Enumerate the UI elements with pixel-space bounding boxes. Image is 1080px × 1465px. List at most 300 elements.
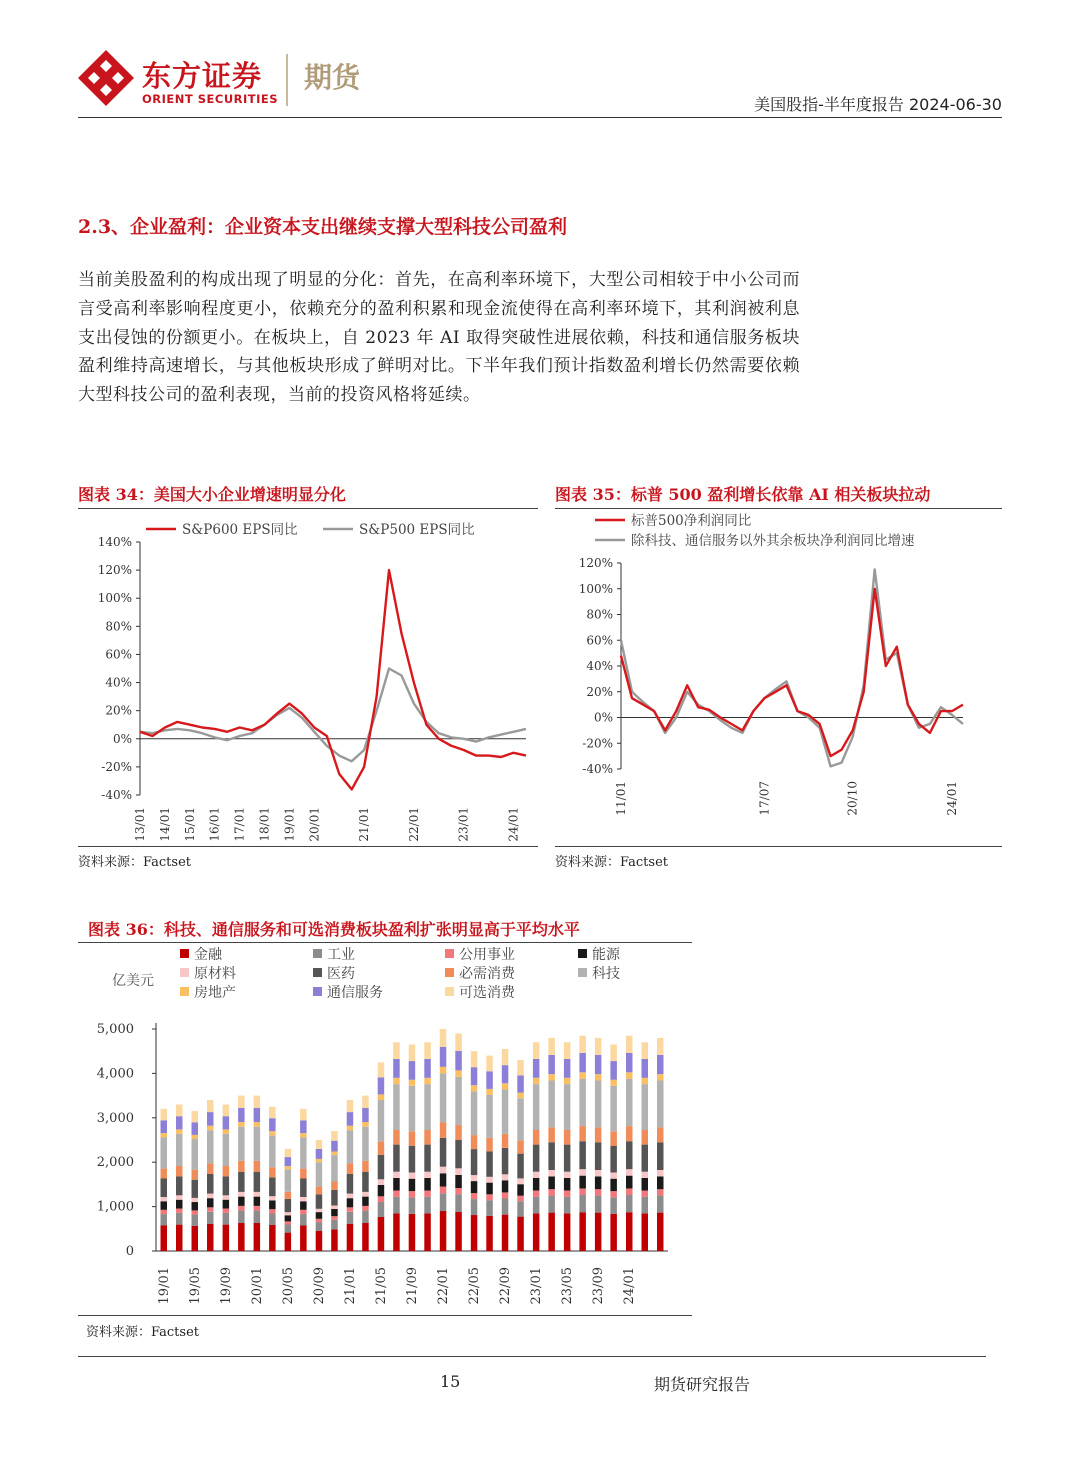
fig36-bar-segment (393, 1130, 400, 1145)
fig36-bar-segment (455, 1188, 462, 1195)
fig36-bar-segment (548, 1127, 555, 1142)
fig36-bar-segment (378, 1062, 385, 1077)
fig36-bar-segment (579, 1036, 586, 1053)
fig36-bar-segment (533, 1078, 540, 1084)
fig36-x-tick-label: 23/01 (529, 1267, 545, 1305)
fig36-bar-segment (331, 1220, 338, 1230)
fig36-bar-segment (362, 1108, 369, 1122)
fig36-bar-segment (657, 1074, 664, 1080)
fig36-y-axis-label: 亿美元 (112, 973, 154, 989)
fig36-bar-segment (300, 1201, 307, 1210)
fig36-bar-segment (626, 1212, 633, 1251)
fig36-bar-segment (207, 1224, 214, 1251)
fig36-bar-segment (626, 1189, 633, 1196)
fig36-bar-segment (610, 1173, 617, 1179)
fig36-bar-segment (642, 1078, 649, 1084)
figure-34-source: 资料来源：Factset (78, 855, 191, 870)
fig36-bar-segment (207, 1130, 214, 1163)
fig36-legend-label: 公用事业 (459, 947, 515, 963)
fig36-bar-segment (486, 1200, 493, 1216)
fig35-x-tick-label: 11/01 (614, 781, 628, 816)
fig36-bar-segment (176, 1225, 183, 1251)
fig36-bar-segment (316, 1212, 323, 1219)
fig35-y-tick-label: 20% (586, 684, 613, 699)
fig36-bar-segment (424, 1059, 431, 1078)
fig36-bar-segment (393, 1172, 400, 1178)
fig36-bar-segment (331, 1155, 338, 1181)
fig36-bar-segment (176, 1200, 183, 1209)
fig36-x-tick-label: 22/05 (467, 1267, 483, 1305)
fig36-bar-segment (564, 1191, 571, 1197)
fig36-bar-segment (254, 1192, 261, 1197)
fig36-bar-segment (409, 1179, 416, 1191)
fig36-bar-segment (300, 1137, 307, 1168)
figure-34-bottom-rule (78, 846, 538, 847)
fig36-bar-segment (393, 1084, 400, 1130)
fig36-bar-segment (285, 1221, 292, 1224)
fig36-legend-label: 金融 (194, 947, 222, 963)
fig36-bar-segment (564, 1078, 571, 1084)
fig36-bar-segment (486, 1138, 493, 1152)
fig36-bar-segment (409, 1197, 416, 1214)
fig36-bar-segment (657, 1176, 664, 1189)
fig36-bar-segment (610, 1045, 617, 1062)
fig36-bar-segment (393, 1213, 400, 1251)
fig36-bar-segment (610, 1146, 617, 1173)
fig36-bar-segment (254, 1211, 261, 1223)
fig34-x-tick-label: 18/01 (257, 807, 272, 842)
fig36-bar-segment (238, 1172, 245, 1192)
fig36-bar-segment (238, 1122, 245, 1127)
fig36-bar-segment (610, 1061, 617, 1080)
fig36-bar-segment (548, 1074, 555, 1080)
fig36-bar-segment (347, 1198, 354, 1207)
fig36-bar-segment (207, 1207, 214, 1212)
fig36-bar-segment (238, 1096, 245, 1108)
fig36-bar-segment (254, 1108, 261, 1122)
fig36-bar-segment (378, 1094, 385, 1100)
fig36-bar-segment (610, 1086, 617, 1131)
fig36-bar-segment (285, 1212, 292, 1215)
fig36-bar-segment (331, 1131, 338, 1141)
fig36-bar-segment (192, 1210, 199, 1214)
fig36-bar-segment (409, 1214, 416, 1251)
fig36-bar-segment (331, 1190, 338, 1206)
orient-diamond-logo-icon (78, 50, 134, 106)
fig36-bar-segment (316, 1140, 323, 1149)
fig36-x-tick-label: 23/09 (591, 1267, 607, 1305)
fig36-bar-segment (657, 1055, 664, 1074)
fig36-bar-segment (331, 1141, 338, 1152)
fig36-bar-segment (223, 1176, 230, 1195)
fig36-bar-segment (642, 1191, 649, 1197)
fig36-bar-segment (316, 1194, 323, 1208)
fig36-bar-segment (502, 1089, 509, 1133)
fig36-bar-segment (223, 1209, 230, 1213)
brand-divider (286, 54, 288, 106)
fig36-bar-segment (440, 1047, 447, 1067)
fig36-bar-segment (548, 1189, 555, 1195)
fig36-legend-swatch (313, 949, 322, 958)
fig36-bar-segment (517, 1098, 524, 1140)
fig36-bar-segment (254, 1096, 261, 1108)
fig35-y-tick-label: 40% (586, 659, 613, 673)
fig36-bar-segment (548, 1055, 555, 1074)
fig36-bar-segment (455, 1212, 462, 1251)
fig36-bar-segment (657, 1196, 664, 1213)
fig36-bar-segment (269, 1107, 276, 1119)
fig36-bar-segment (533, 1178, 540, 1191)
fig36-bar-segment (238, 1192, 245, 1197)
fig36-bar-segment (471, 1085, 478, 1091)
fig36-legend-swatch (180, 987, 189, 996)
fig36-bar-segment (300, 1197, 307, 1201)
fig36-bar-segment (378, 1202, 385, 1217)
fig36-bar-segment (223, 1116, 230, 1129)
fig36-bar-segment (579, 1072, 586, 1079)
fig36-bar-segment (316, 1209, 323, 1212)
figure-34-top-rule (78, 508, 538, 509)
fig36-bar-segment (378, 1217, 385, 1251)
fig36-bar-segment (595, 1170, 602, 1176)
fig36-bar-segment (564, 1197, 571, 1214)
fig36-bar-segment (657, 1142, 664, 1170)
fig36-bar-segment (300, 1214, 307, 1225)
fig36-legend-swatch (445, 987, 454, 996)
fig36-bar-segment (362, 1161, 369, 1172)
fig34-y-tick-label: 60% (105, 647, 132, 662)
fig36-bar-segment (533, 1084, 540, 1130)
fig36-bar-segment (316, 1222, 323, 1231)
fig36-bar-segment (486, 1183, 493, 1195)
fig34-y-tick-label: 100% (97, 591, 132, 606)
fig36-bar-segment (517, 1140, 524, 1153)
fig36-bar-segment (626, 1126, 633, 1141)
figure-35-chart (555, 512, 1002, 847)
fig36-bar-segment (440, 1193, 447, 1211)
fig36-y-tick-label: 1,000 (96, 1199, 134, 1215)
fig36-bar-segment (192, 1202, 199, 1210)
fig36-bar-segment (610, 1191, 617, 1197)
fig36-bar-segment (161, 1179, 168, 1198)
fig34-series-line (140, 570, 526, 789)
fig36-legend-swatch (313, 968, 322, 977)
fig36-bar-segment (285, 1157, 292, 1166)
fig36-bar-segment (564, 1042, 571, 1059)
fig36-bar-segment (347, 1130, 354, 1163)
fig36-bar-segment (285, 1149, 292, 1157)
fig36-bar-segment (254, 1161, 261, 1172)
fig36-bar-segment (502, 1148, 509, 1174)
fig36-bar-segment (517, 1217, 524, 1251)
fig36-bar-segment (548, 1196, 555, 1213)
fig36-bar-segment (161, 1120, 168, 1133)
fig36-bar-segment (207, 1194, 214, 1199)
fig36-bar-segment (610, 1131, 617, 1146)
fig36-x-tick-label: 19/01 (156, 1267, 172, 1305)
fig36-bar-segment (207, 1163, 214, 1174)
fig36-bar-segment (362, 1197, 369, 1206)
fig36-x-tick-label: 20/09 (311, 1267, 327, 1305)
fig36-bar-segment (440, 1187, 447, 1194)
fig36-bar-segment (269, 1196, 276, 1200)
fig36-bar-segment (579, 1053, 586, 1072)
fig34-y-tick-label: 80% (105, 619, 132, 634)
fig36-bar-segment (176, 1105, 183, 1117)
fig36-bar-segment (300, 1169, 307, 1179)
fig36-bar-segment (331, 1216, 338, 1220)
fig36-bar-segment (455, 1140, 462, 1168)
fig36-bar-segment (161, 1109, 168, 1120)
fig36-bar-segment (595, 1081, 602, 1128)
fig36-bar-segment (610, 1197, 617, 1214)
fig36-bar-segment (362, 1206, 369, 1211)
fig36-bar-segment (564, 1172, 571, 1178)
fig36-bar-segment (595, 1038, 602, 1055)
figure-35-title: 图表 35：标普 500 盈利增长依靠 AI 相关板块拉动 (555, 485, 931, 504)
fig36-bar-segment (657, 1170, 664, 1176)
fig36-bar-segment (610, 1179, 617, 1191)
fig36-legend-label: 医药 (327, 966, 355, 982)
fig36-bar-segment (300, 1210, 307, 1214)
fig36-bar-segment (161, 1133, 168, 1137)
fig34-y-tick-label: 0% (112, 731, 132, 746)
report-title: 美国股指-半年度报告 2024-06-30 (754, 95, 1002, 114)
fig36-bar-segment (192, 1135, 199, 1139)
fig36-x-tick-label: 20/01 (249, 1267, 265, 1305)
fig36-bar-segment (595, 1176, 602, 1189)
fig36-bar-segment (626, 1053, 633, 1072)
fig36-x-tick-label: 23/05 (560, 1267, 576, 1305)
fig36-bar-segment (285, 1166, 292, 1169)
fig36-bar-segment (502, 1192, 509, 1198)
fig36-bar-segment (455, 1168, 462, 1175)
fig34-y-tick-label: 120% (97, 563, 132, 578)
fig36-bar-segment (331, 1205, 338, 1209)
fig34-y-tick-label: 140% (97, 535, 132, 549)
fig36-bar-segment (424, 1078, 431, 1084)
fig36-bar-segment (471, 1181, 478, 1193)
fig36-bar-segment (564, 1213, 571, 1251)
fig36-bar-segment (579, 1126, 586, 1141)
fig36-bar-segment (362, 1223, 369, 1251)
fig36-bar-segment (300, 1179, 307, 1198)
fig36-legend-swatch (445, 949, 454, 958)
fig36-bar-segment (331, 1182, 338, 1190)
fig36-bar-segment (223, 1166, 230, 1176)
fig36-legend-swatch (445, 968, 454, 977)
fig36-bar-segment (533, 1172, 540, 1178)
fig36-bar-segment (502, 1199, 509, 1215)
fig36-bar-segment (176, 1134, 183, 1166)
fig36-bar-segment (300, 1133, 307, 1137)
fig36-bar-segment (579, 1195, 586, 1212)
fig36-x-tick-label: 20/05 (280, 1267, 296, 1305)
fig36-bar-segment (471, 1091, 478, 1135)
fig35-y-tick-label: 80% (586, 607, 613, 622)
fig36-bar-segment (440, 1073, 447, 1122)
fig35-series-line (621, 589, 963, 756)
section-title: 2.3、企业盈利：企业资本支出继续支撑大型科技公司盈利 (78, 216, 568, 238)
fig36-bar-segment (223, 1195, 230, 1199)
fig36-bar-segment (440, 1122, 447, 1138)
fig36-bar-segment (533, 1213, 540, 1251)
fig36-bar-segment (517, 1196, 524, 1202)
fig36-bar-segment (161, 1201, 168, 1210)
fig36-bar-segment (362, 1096, 369, 1108)
fig36-bar-segment (347, 1126, 354, 1131)
fig35-legend-label: 除科技、通信服务以外其余板块净利润同比增速 (631, 533, 915, 549)
fig36-bar-segment (238, 1161, 245, 1172)
fig36-bar-segment (424, 1213, 431, 1251)
fig36-bar-segment (657, 1081, 664, 1128)
fig36-bar-segment (161, 1137, 168, 1168)
fig36-bar-segment (378, 1100, 385, 1142)
fig36-legend-label: 通信服务 (327, 985, 383, 1001)
fig36-bar-segment (486, 1177, 493, 1183)
fig36-bar-segment (207, 1126, 214, 1131)
fig35-series-line (621, 569, 963, 766)
fig36-bar-segment (424, 1145, 431, 1172)
fig36-bar-segment (533, 1042, 540, 1059)
fig36-bar-segment (362, 1122, 369, 1127)
fig36-bar-segment (424, 1197, 431, 1214)
fig36-bar-segment (424, 1130, 431, 1145)
fig36-bar-segment (610, 1080, 617, 1086)
figure-36-title: 图表 36：科技、通信服务和可选消费板块盈利扩张明显高于平均水平 (88, 920, 580, 939)
fig36-bar-segment (642, 1197, 649, 1214)
fig36-bar-segment (393, 1197, 400, 1214)
fig36-bar-segment (626, 1195, 633, 1212)
fig36-bar-segment (269, 1214, 276, 1226)
fig36-bar-segment (409, 1173, 416, 1179)
fig36-bar-segment (347, 1194, 354, 1199)
fig36-bar-segment (471, 1215, 478, 1251)
fig36-bar-segment (595, 1074, 602, 1080)
fig36-bar-segment (579, 1212, 586, 1251)
fig36-legend-label: 科技 (592, 966, 620, 982)
fig36-bar-segment (316, 1231, 323, 1251)
fig36-bar-segment (254, 1223, 261, 1251)
fig36-bar-segment (192, 1198, 199, 1202)
fig36-bar-segment (207, 1212, 214, 1224)
fig36-legend-swatch (180, 968, 189, 977)
fig36-y-tick-label: 0 (125, 1244, 134, 1259)
fig36-bar-segment (238, 1127, 245, 1161)
page-number: 15 (440, 1372, 461, 1391)
fig36-bar-segment (642, 1145, 649, 1172)
fig36-bar-segment (409, 1131, 416, 1146)
fig36-bar-segment (642, 1130, 649, 1145)
fig36-bar-segment (657, 1213, 664, 1251)
fig36-bar-segment (533, 1191, 540, 1197)
fig36-bar-segment (254, 1197, 261, 1206)
fig36-bar-segment (161, 1210, 168, 1214)
fig36-x-tick-label: 19/09 (218, 1267, 234, 1305)
fig36-legend-label: 工业 (327, 947, 355, 963)
fig36-bar-segment (626, 1079, 633, 1126)
fig36-bar-segment (347, 1224, 354, 1251)
fig36-bar-segment (642, 1172, 649, 1178)
fig36-bar-segment (223, 1213, 230, 1225)
fig36-bar-segment (300, 1109, 307, 1120)
fig36-bar-segment (564, 1178, 571, 1191)
fig36-bar-segment (331, 1209, 338, 1216)
fig36-bar-segment (455, 1051, 462, 1071)
fig36-bar-segment (409, 1191, 416, 1197)
fig36-bar-segment (409, 1080, 416, 1086)
fig36-y-tick-label: 3,000 (96, 1110, 134, 1126)
fig36-legend-label: 能源 (592, 947, 620, 963)
fig36-bar-segment (579, 1176, 586, 1189)
fig34-x-tick-label: 21/01 (357, 807, 372, 842)
fig36-bar-segment (285, 1233, 292, 1251)
fig34-y-tick-label: 40% (105, 675, 132, 690)
fig36-bar-segment (564, 1130, 571, 1145)
fig36-bar-segment (471, 1149, 478, 1175)
fig36-bar-segment (378, 1196, 385, 1202)
fig35-y-tick-label: 0% (593, 710, 613, 725)
fig36-bar-segment (626, 1169, 633, 1176)
fig36-bar-segment (238, 1211, 245, 1223)
fig35-y-tick-label: 60% (586, 633, 613, 648)
fig36-bar-segment (642, 1213, 649, 1251)
fig36-x-tick-label: 21/09 (405, 1267, 420, 1305)
fig36-bar-segment (642, 1178, 649, 1191)
fig36-bar-segment (471, 1067, 478, 1085)
figure-35-source: 资料来源：Factset (555, 855, 668, 870)
fig36-bar-segment (285, 1169, 292, 1192)
fig36-bar-segment (409, 1086, 416, 1131)
fig36-bar-segment (564, 1145, 571, 1172)
fig36-bar-segment (455, 1070, 462, 1077)
fig36-bar-segment (362, 1192, 369, 1197)
fig36-bar-segment (579, 1141, 586, 1169)
fig36-bar-segment (192, 1180, 199, 1198)
fig36-bar-segment (595, 1142, 602, 1170)
fig34-legend-label: S&P600 EPS同比 (182, 522, 298, 538)
fig36-bar-segment (440, 1211, 447, 1251)
fig36-bar-segment (517, 1154, 524, 1179)
fig35-x-tick-label: 24/01 (944, 781, 959, 816)
fig36-bar-segment (223, 1105, 230, 1117)
fig36-bar-segment (595, 1055, 602, 1074)
fig36-bar-segment (595, 1127, 602, 1142)
fig36-bar-segment (316, 1219, 323, 1222)
fig36-bar-segment (161, 1214, 168, 1225)
fig36-bar-segment (207, 1198, 214, 1207)
fig34-y-tick-label: -20% (101, 759, 132, 774)
fig36-bar-segment (378, 1077, 385, 1094)
fig35-x-tick-label: 17/07 (757, 781, 772, 816)
fig34-y-tick-label: -40% (101, 788, 132, 802)
fig36-bar-segment (161, 1225, 168, 1251)
fig36-legend-label: 原材料 (194, 966, 236, 982)
fig36-bar-segment (300, 1120, 307, 1133)
fig36-bar-segment (455, 1175, 462, 1188)
fig36-legend-label: 房地产 (194, 985, 236, 1001)
fig36-bar-segment (486, 1095, 493, 1138)
fig36-bar-segment (207, 1112, 214, 1126)
fig36-bar-segment (517, 1179, 524, 1185)
fig36-bar-segment (642, 1059, 649, 1078)
fig36-bar-segment (579, 1189, 586, 1196)
fig36-bar-segment (579, 1169, 586, 1176)
fig36-bar-segment (455, 1033, 462, 1050)
fig36-bar-segment (424, 1084, 431, 1130)
fig36-bar-segment (347, 1163, 354, 1174)
fig36-bar-segment (285, 1199, 292, 1212)
